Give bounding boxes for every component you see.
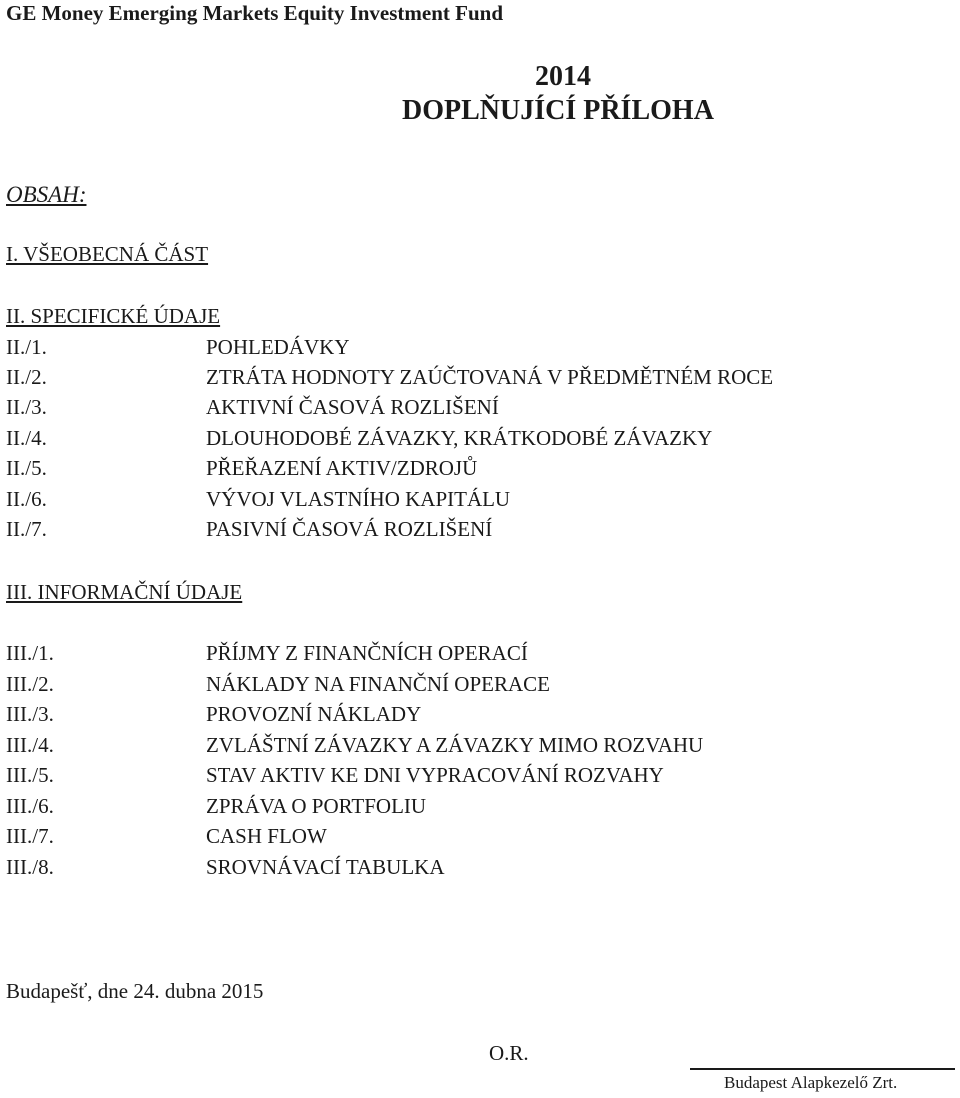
toc-item-number: II./2. [6,365,47,389]
toc-item [6,823,906,853]
contents-heading: OBSAH: [6,182,87,207]
toc-item-number: II./5. [6,456,47,480]
toc-item [6,455,906,485]
toc-item-title: PASIVNÍ ČASOVÁ ROZLIŠENÍ [206,517,493,541]
toc-item-number: II./1. [6,335,47,359]
toc-item-title: CASH FLOW [206,824,327,848]
toc-item-number: III./2. [6,672,54,696]
toc-item-title: AKTIVNÍ ČASOVÁ ROZLIŠENÍ [206,395,499,419]
section-heading-informative: III. INFORMAČNÍ ÚDAJE [6,580,243,604]
document-year: 2014 [535,61,591,92]
signature-line [690,1068,955,1070]
toc-item [6,793,906,823]
toc-item-title: ZTRÁTA HODNOTY ZAÚČTOVANÁ V PŘEDMĚTNÉM ROCE [206,365,774,389]
toc-item-number: II./4. [6,426,47,450]
signer-initials: O.R. [489,1041,529,1065]
toc-item [6,486,906,516]
toc-item-title: SROVNÁVACÍ TABULKA [206,855,445,879]
toc-item-number: II./7. [6,517,47,541]
toc-item-number: III./1. [6,641,54,665]
toc-item-title: PŘEŘAZENÍ AKTIV/ZDROJŮ [206,456,478,480]
toc-item-title: NÁKLADY NA FINANČNÍ OPERACE [206,672,550,696]
toc-item [6,732,906,762]
place-and-date: Budapešť, dne 24. dubna 2015 [6,979,264,1003]
toc-item [6,334,906,364]
fund-name: GE Money Emerging Markets Equity Investment Fund [6,1,504,25]
toc-item [6,425,906,455]
toc-item [6,762,906,792]
toc-item [6,701,906,731]
toc-item [6,640,906,670]
document-title: DOPLŇUJÍCÍ PŘÍLOHA [402,95,714,126]
toc-item-number: III./6. [6,794,54,818]
toc-item-title: VÝVOJ VLASTNÍHO KAPITÁLU [206,487,511,511]
section-heading-general: I. VŠEOBECNÁ ČÁST [6,242,209,266]
toc-item [6,364,906,394]
toc-item [6,854,906,884]
toc-item-title: ZVLÁŠTNÍ ZÁVAZKY A ZÁVAZKY MIMO ROZVAHU [206,733,704,757]
toc-item-title: POHLEDÁVKY [206,335,350,359]
toc-item-number: II./6. [6,487,47,511]
toc-item-title: PŘÍJMY Z FINANČNÍCH OPERACÍ [206,641,528,665]
toc-item-number: II./3. [6,395,47,419]
section-heading-specific: II. SPECIFICKÉ ÚDAJE [6,304,221,328]
toc-item-number: III./3. [6,702,54,726]
toc-item [6,671,906,701]
toc-item [6,516,906,546]
toc-item [6,394,906,424]
toc-item-title: STAV AKTIV KE DNI VYPRACOVÁNÍ ROZVAHY [206,763,664,787]
toc-item-number: III./7. [6,824,54,848]
toc-item-title: PROVOZNÍ NÁKLADY [206,702,422,726]
toc-item-number: III./8. [6,855,54,879]
toc-item-number: III./4. [6,733,54,757]
toc-item-title: ZPRÁVA O PORTFOLIU [206,794,427,818]
toc-item-title: DLOUHODOBÉ ZÁVAZKY, KRÁTKODOBÉ ZÁVAZKY [206,426,713,450]
signatory-name: Budapest Alapkezelő Zrt. [724,1073,898,1092]
toc-item-number: III./5. [6,763,54,787]
